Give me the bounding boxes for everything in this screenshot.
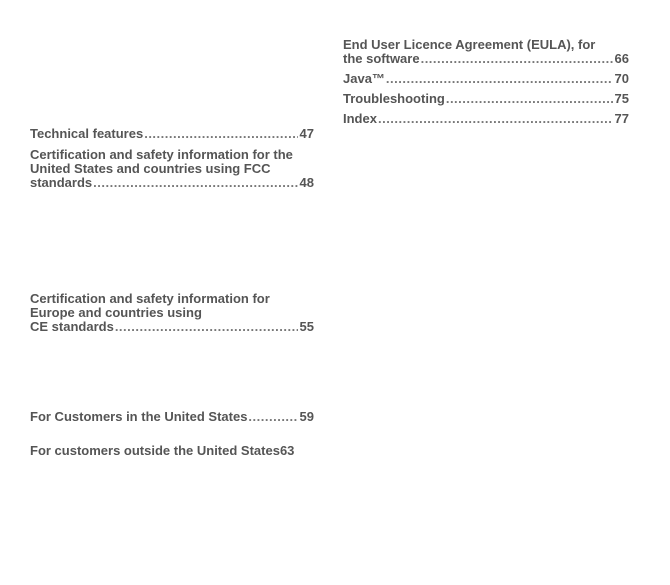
toc-page-number: 66 bbox=[614, 51, 629, 66]
toc-entry-certification-ce[interactable] bbox=[30, 292, 314, 334]
toc-entry-title: standards bbox=[30, 175, 93, 190]
toc-entry-index[interactable] bbox=[343, 112, 629, 126]
toc-entry-title: Java™ bbox=[343, 71, 385, 86]
toc-entry-troubleshooting[interactable] bbox=[343, 92, 629, 106]
toc-page-number: 70 bbox=[614, 71, 629, 86]
toc-entry-customers-outside-us[interactable] bbox=[30, 444, 314, 458]
toc-entry-technical-features[interactable] bbox=[30, 127, 314, 141]
toc-page-number: 47 bbox=[299, 126, 314, 141]
toc-entry-java[interactable] bbox=[343, 72, 629, 86]
toc-entry-title: CE standards bbox=[30, 319, 114, 334]
toc-entry-title: For customers outside the United States bbox=[30, 443, 280, 458]
toc-page-number: 75 bbox=[614, 91, 629, 106]
toc-entry-title: For Customers in the United States bbox=[30, 409, 248, 424]
toc-entry-title: the software bbox=[343, 51, 420, 66]
toc-entry-certification-fcc[interactable] bbox=[30, 148, 314, 190]
toc-page-number: 59 bbox=[299, 409, 314, 424]
toc-entry-title: Index bbox=[343, 111, 377, 126]
dot-leader bbox=[115, 320, 298, 334]
toc-entry-eula[interactable] bbox=[343, 38, 629, 66]
toc-page-number: 48 bbox=[299, 175, 314, 190]
dot-leader bbox=[93, 176, 297, 190]
toc-entry-title: Technical features bbox=[30, 126, 144, 141]
toc-entry-title: Troubleshooting bbox=[343, 91, 445, 106]
toc-entry-title-line: United States and countries using FCC bbox=[30, 161, 271, 176]
toc-entry-customers-us[interactable] bbox=[30, 410, 314, 424]
dot-leader bbox=[386, 72, 613, 86]
toc-entry-title-line: Certification and safety information for bbox=[30, 291, 270, 306]
dot-leader bbox=[446, 92, 613, 106]
dot-leader bbox=[144, 127, 297, 141]
toc-page-number: 77 bbox=[614, 111, 629, 126]
toc-page-number: 63 bbox=[279, 443, 295, 458]
dot-leader bbox=[378, 112, 613, 126]
toc-entry-title-line: End User Licence Agreement (EULA), for bbox=[343, 37, 596, 52]
dot-leader bbox=[421, 52, 613, 66]
toc-entry-title-line: Europe and countries using bbox=[30, 305, 202, 320]
dot-leader bbox=[248, 410, 297, 424]
toc-entry-title-line: Certification and safety information for the bbox=[30, 147, 293, 162]
toc-page-number: 55 bbox=[299, 319, 314, 334]
